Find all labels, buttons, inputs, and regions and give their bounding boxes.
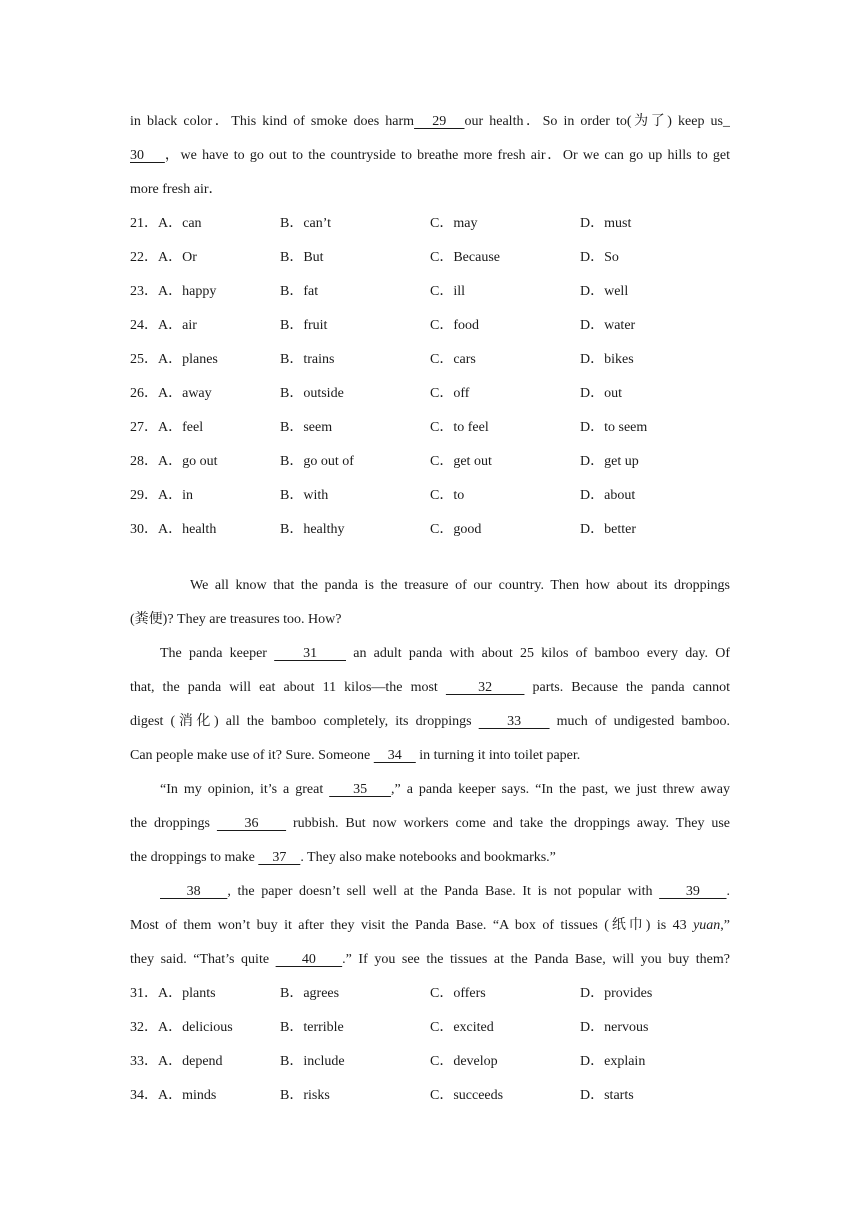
- text: “In my opinion, it’s a great: [160, 782, 330, 797]
- option-c: C．to feel: [430, 420, 489, 435]
- option-b: B．include: [280, 1054, 345, 1069]
- question-row: [130, 1084, 730, 1118]
- option-c: C．cars: [430, 352, 476, 367]
- blank-39: 39: [659, 884, 727, 899]
- page-content: [130, 110, 730, 1118]
- blank-31: 31: [274, 646, 346, 661]
- passage2-line: [130, 778, 730, 812]
- passage2-line: [130, 812, 730, 846]
- blank-34: 34: [373, 748, 416, 763]
- question-number-and-option-a: [130, 1084, 216, 1108]
- option-a: A．plants: [158, 986, 216, 1001]
- text: rubbish. But now workers come and take the droppings away. They use: [286, 816, 730, 831]
- option-a: A．health: [158, 522, 217, 537]
- question-number: 33．: [130, 1054, 158, 1069]
- option-d: D．starts: [580, 1088, 634, 1103]
- option-a: A．away: [158, 386, 212, 401]
- option-a: A．happy: [158, 284, 217, 299]
- option-c: C．off: [430, 386, 470, 401]
- passage2-line: [130, 846, 730, 880]
- question-row: [130, 518, 730, 552]
- question-number-and-option-a: [130, 982, 216, 1006]
- option-c: C．Because: [430, 250, 500, 265]
- question-number-and-option-a: [130, 450, 218, 474]
- blank-29: 29: [414, 114, 465, 129]
- option-d: D．about: [580, 488, 636, 503]
- question-number-and-option-a: [130, 314, 197, 338]
- blank-37: 37: [258, 850, 301, 865]
- passage1-line: [130, 144, 730, 178]
- option-d: D．out: [580, 386, 622, 401]
- question-number-and-option-a: [130, 1050, 223, 1074]
- option-b: B．go out of: [280, 454, 354, 469]
- option-d: D．nervous: [580, 1020, 649, 1035]
- question-number: 23．: [130, 284, 158, 299]
- passage2-line: [130, 676, 730, 710]
- option-a: A．Or: [158, 250, 197, 265]
- question-row: [130, 416, 730, 450]
- question-number: 31．: [130, 986, 158, 1001]
- question-row: [130, 246, 730, 280]
- text: in black color．This kind of smoke does harm: [130, 114, 415, 129]
- text: our health．So in order to(为了) keep us_: [464, 114, 730, 129]
- option-b: B．risks: [280, 1088, 330, 1103]
- question-row: [130, 280, 730, 314]
- option-b: B．terrible: [280, 1020, 344, 1035]
- question-row: [130, 212, 730, 246]
- option-b: B．fruit: [280, 318, 328, 333]
- question-number: 30．: [130, 522, 158, 537]
- question-number: 22．: [130, 250, 158, 265]
- question-row: [130, 382, 730, 416]
- text: Most of them won’t buy it after they visit the Panda Base. “A box of tissues (纸巾) is 43: [130, 918, 694, 933]
- question-number: 27．: [130, 420, 158, 435]
- option-c: C．offers: [430, 986, 486, 1001]
- option-d: D．So: [580, 250, 619, 265]
- text: they said. “That’s quite: [130, 952, 276, 967]
- option-a: A．minds: [158, 1088, 217, 1103]
- question-number-and-option-a: [130, 382, 212, 406]
- option-d: D．explain: [580, 1054, 646, 1069]
- question-number-and-option-a: [130, 484, 193, 508]
- text: . They also make notebooks and bookmarks.”: [300, 850, 556, 865]
- option-d: D．provides: [580, 986, 653, 1001]
- passage2-line: [130, 608, 730, 642]
- option-c: C．develop: [430, 1054, 498, 1069]
- passage2-line: [130, 642, 730, 676]
- question-number: 34．: [130, 1088, 158, 1103]
- option-c: C．good: [430, 522, 482, 537]
- question-row: [130, 1016, 730, 1050]
- option-c: C．may: [430, 216, 478, 231]
- option-b: B．outside: [280, 386, 344, 401]
- text: yuan: [693, 918, 721, 933]
- text: parts. Because the panda cannot: [524, 680, 730, 695]
- passage1-line: [130, 110, 730, 144]
- blank-38: 38: [160, 884, 228, 899]
- text: the droppings: [130, 816, 217, 831]
- question-number: 26．: [130, 386, 158, 401]
- option-d: D．water: [580, 318, 636, 333]
- question-row: [130, 484, 730, 518]
- passage2-line: [130, 744, 730, 778]
- question-number: 28．: [130, 454, 158, 469]
- option-b: B．healthy: [280, 522, 345, 537]
- question-list-2: [130, 982, 730, 1118]
- question-number-and-option-a: [130, 280, 216, 304]
- passage1-line: [130, 178, 730, 212]
- text: ,”: [720, 918, 730, 933]
- text: The panda keeper: [160, 646, 275, 661]
- blank-40: 40: [275, 952, 343, 967]
- text: in turning it into toilet paper.: [415, 748, 581, 763]
- option-c: C．to: [430, 488, 465, 503]
- blank-30: 30: [130, 148, 165, 163]
- option-d: D．get up: [580, 454, 639, 469]
- option-b: B．with: [280, 488, 329, 503]
- question-number-and-option-a: [130, 416, 203, 440]
- option-c: C．excited: [430, 1020, 494, 1035]
- option-b: B．trains: [280, 352, 335, 367]
- text: Can people make use of it? Sure. Someone: [130, 748, 374, 763]
- question-number: 32．: [130, 1020, 158, 1035]
- option-a: A．in: [158, 488, 193, 503]
- option-b: B．seem: [280, 420, 333, 435]
- passage2-line: [130, 914, 730, 948]
- text: (粪便)? They are treasures too. How?: [130, 612, 342, 627]
- question-number-and-option-a: [130, 348, 218, 372]
- passage2-line: [130, 710, 730, 744]
- text: an adult panda with about 25 kilos of bamboo every day. Of: [346, 646, 730, 661]
- option-b: B．fat: [280, 284, 319, 299]
- text: more fresh air．: [130, 182, 223, 197]
- passage2-line: [130, 948, 730, 982]
- option-d: D．bikes: [580, 352, 634, 367]
- option-d: D．must: [580, 216, 632, 231]
- option-b: B．can’t: [280, 216, 332, 231]
- option-c: C．ill: [430, 284, 466, 299]
- option-d: D．to seem: [580, 420, 648, 435]
- blank-36: 36: [216, 816, 287, 831]
- text: .: [726, 884, 730, 899]
- text: the droppings to make: [130, 850, 259, 865]
- option-a: A．planes: [158, 352, 218, 367]
- text: digest (消化) all the bamboo completely, its droppings: [130, 714, 479, 729]
- question-number-and-option-a: [130, 246, 197, 270]
- question-row: [130, 314, 730, 348]
- option-a: A．air: [158, 318, 197, 333]
- text: , the paper doesn’t sell well at the Panda Base. It is not popular with: [227, 884, 660, 899]
- blank-33: 33: [478, 714, 550, 729]
- question-row: [130, 450, 730, 484]
- option-c: C．get out: [430, 454, 492, 469]
- text: We all know that the panda is the treasure of our country. Then how about its droppings: [190, 578, 730, 593]
- question-number: 25．: [130, 352, 158, 367]
- question-number-and-option-a: [130, 518, 216, 542]
- question-number-and-option-a: [130, 1016, 233, 1040]
- option-a: A．delicious: [158, 1020, 233, 1035]
- passage2-line: [130, 574, 730, 608]
- question-number-and-option-a: [130, 212, 202, 236]
- blank-35: 35: [329, 782, 391, 797]
- option-b: B．agrees: [280, 986, 340, 1001]
- question-row: [130, 1050, 730, 1084]
- option-c: C．food: [430, 318, 479, 333]
- passage2-line: [130, 880, 730, 914]
- question-row: [130, 982, 730, 1016]
- question-row: [130, 348, 730, 382]
- option-a: A．depend: [158, 1054, 223, 1069]
- option-a: A．can: [158, 216, 202, 231]
- text: that, the panda will eat about 11 kilos—the most: [130, 680, 446, 695]
- option-d: D．well: [580, 284, 629, 299]
- text: ，we have to go out to the countryside to breathe more fresh air．Or we can go up hills to get: [164, 148, 730, 163]
- option-a: A．go out: [158, 454, 218, 469]
- question-list-1: [130, 212, 730, 552]
- option-b: B．But: [280, 250, 324, 265]
- question-number: 24．: [130, 318, 158, 333]
- text: .” If you see the tissues at the Panda Base, will you buy them?: [342, 952, 730, 967]
- option-c: C．succeeds: [430, 1088, 504, 1103]
- question-number: 21．: [130, 216, 158, 231]
- text: much of undigested bamboo.: [549, 714, 730, 729]
- option-a: A．feel: [158, 420, 204, 435]
- blank-32: 32: [445, 680, 525, 695]
- text: ,” a panda keeper says. “In the past, we just threw away: [391, 782, 730, 797]
- option-d: D．better: [580, 522, 636, 537]
- question-number: 29．: [130, 488, 158, 503]
